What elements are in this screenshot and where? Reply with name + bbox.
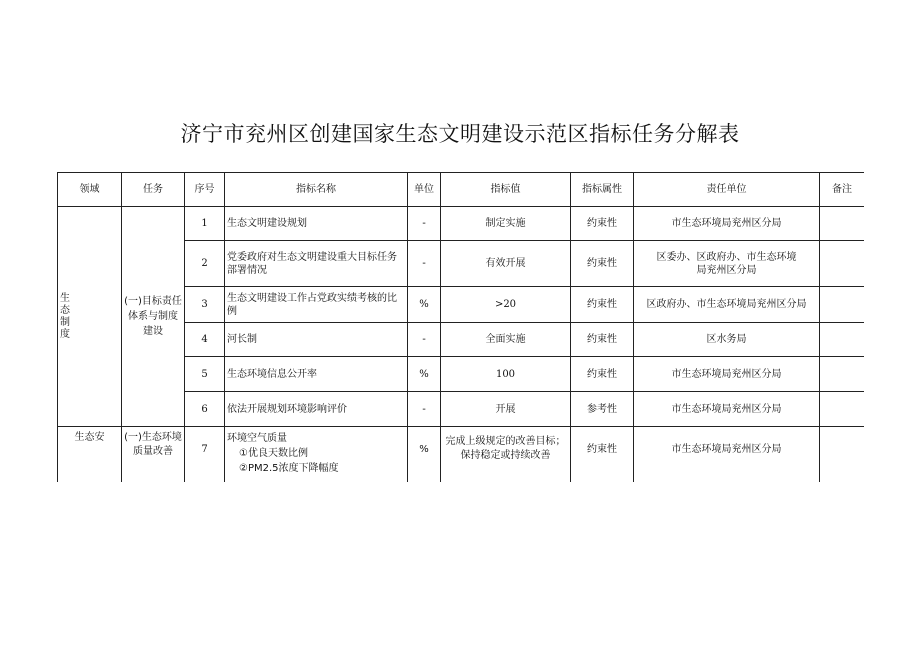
indicator-name: 生态文明建设规划 — [225, 207, 408, 241]
task-cell: (一)生态环境质量改善 — [122, 427, 185, 483]
indicator-subitem: ②PM2.5浓度下降幅度 — [239, 463, 339, 474]
indicator-name: 生态文明建设工作占党政实绩考核的比例 — [225, 287, 408, 323]
responsible-unit: 市生态环境局兖州区分局 — [634, 427, 820, 483]
indicator-value: 有效开展 — [441, 241, 571, 287]
unit: % — [408, 427, 441, 483]
indicator-value: 完成上级规定的改善目标；保持稳定或持续改善 — [441, 427, 571, 483]
remarks — [820, 241, 865, 287]
responsible-unit: 市生态环境局兖州区分局 — [634, 357, 820, 392]
indicator-value: 制定实施 — [441, 207, 571, 241]
domain-cell: 生态安 — [58, 427, 122, 483]
remarks — [820, 427, 865, 483]
row-no: 6 — [185, 392, 225, 427]
header-indicator-value: 指标值 — [441, 173, 571, 207]
row-no: 5 — [185, 357, 225, 392]
indicator-value: 开展 — [441, 392, 571, 427]
row-no: 3 — [185, 287, 225, 323]
header-indicator-attr: 指标属性 — [571, 173, 634, 207]
indicator-attr: 参考性 — [571, 392, 634, 427]
indicator-attr: 约束性 — [571, 357, 634, 392]
indicator-name-cell — [225, 427, 408, 483]
responsible-unit: 区委办、区政府办、市生态环境局兖州区分局 — [634, 241, 820, 287]
header-responsible-unit: 责任单位 — [634, 173, 820, 207]
row-no: 1 — [185, 207, 225, 241]
domain-cell — [58, 207, 122, 427]
indicator-attr: 约束性 — [571, 207, 634, 241]
indicator-name: 生态环境信息公开率 — [225, 357, 408, 392]
responsible-unit: 区水务局 — [634, 323, 820, 357]
unit: % — [408, 287, 441, 323]
header-task: 任务 — [122, 173, 185, 207]
task-cell: (一)目标责任体系与制度建设 — [122, 207, 185, 427]
table-row — [58, 207, 865, 241]
header-remarks: 备注 — [820, 173, 865, 207]
remarks — [820, 357, 865, 392]
indicator-name: 河长制 — [225, 323, 408, 357]
indicator-attr: 约束性 — [571, 427, 634, 483]
unit: % — [408, 357, 441, 392]
indicator-name: 党委政府对生态文明建设重大目标任务部署情况 — [225, 241, 408, 287]
indicator-value: >20 — [441, 287, 571, 323]
row-no: 7 — [185, 427, 225, 483]
domain-label: 生态制度 — [60, 292, 70, 340]
table-row — [58, 427, 865, 483]
remarks — [820, 207, 865, 241]
indicator-attr: 约束性 — [571, 241, 634, 287]
unit: - — [408, 207, 441, 241]
header-row — [58, 173, 865, 207]
indicator-attr: 约束性 — [571, 287, 634, 323]
remarks — [820, 287, 865, 323]
indicator-subitem: ①优良天数比例 — [239, 448, 308, 459]
indicator-name: 依法开展规划环境影响评价 — [225, 392, 408, 427]
responsible-unit: 市生态环境局兖州区分局 — [634, 207, 820, 241]
indicator-value: 100 — [441, 357, 571, 392]
header-indicator-name: 指标名称 — [225, 173, 408, 207]
unit: - — [408, 392, 441, 427]
indicator-attr: 约束性 — [571, 323, 634, 357]
unit: - — [408, 241, 441, 287]
header-no: 序号 — [185, 173, 225, 207]
document-title: 济宁市兖州区创建国家生态文明建设示范区指标任务分解表 — [180, 122, 740, 146]
responsible-unit: 区政府办、市生态环境局兖州区分局 — [634, 287, 820, 323]
unit: - — [408, 323, 441, 357]
row-no: 2 — [185, 241, 225, 287]
header-unit: 单位 — [408, 173, 441, 207]
remarks — [820, 323, 865, 357]
remarks — [820, 392, 865, 427]
indicator-name: 环境空气质量 — [227, 433, 287, 444]
row-no: 4 — [185, 323, 225, 357]
header-domain: 领域 — [58, 173, 122, 207]
indicator-table — [57, 172, 864, 482]
responsible-unit: 市生态环境局兖州区分局 — [634, 392, 820, 427]
indicator-value: 全面实施 — [441, 323, 571, 357]
